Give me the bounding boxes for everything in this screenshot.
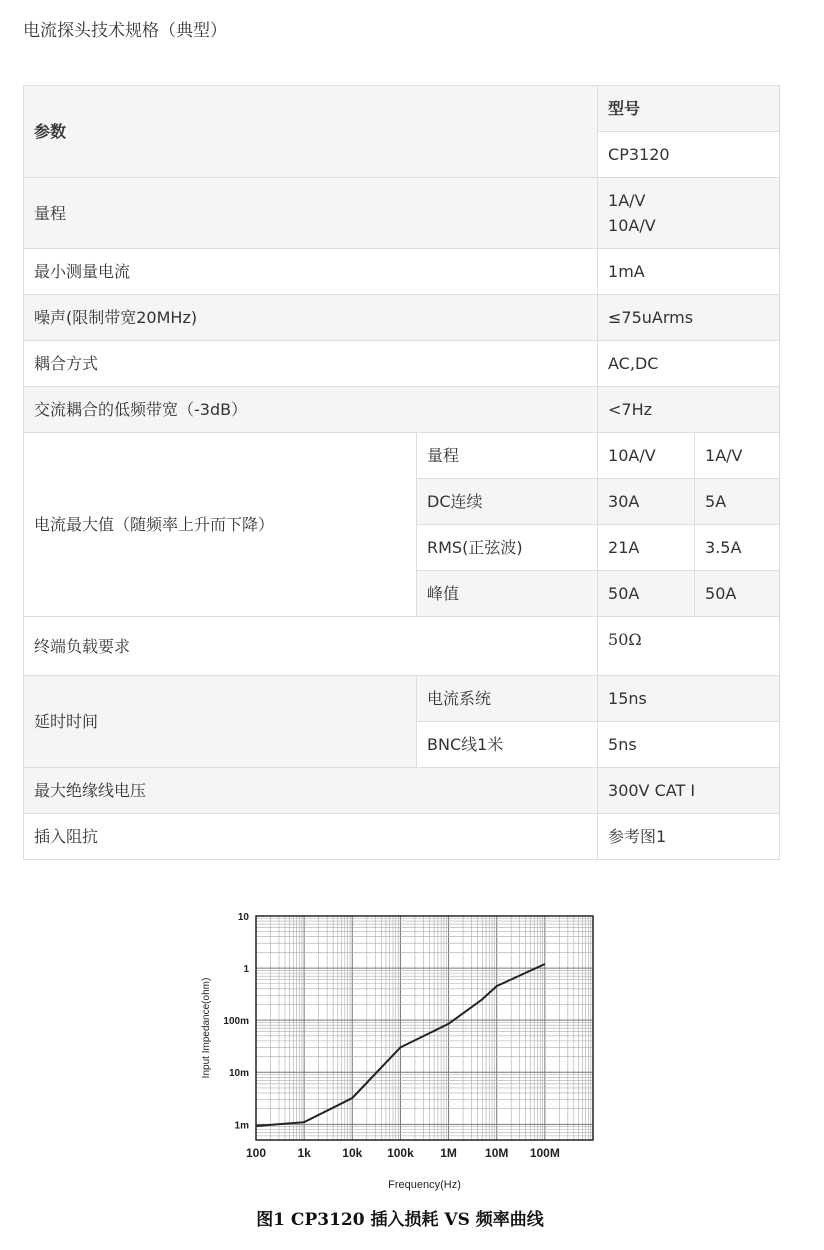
min-current-label: 最小测量电流 bbox=[24, 249, 598, 295]
delay-sub-label: BNC线1米 bbox=[417, 722, 598, 768]
y-tick-label: 100m bbox=[223, 1016, 249, 1028]
table-row bbox=[24, 768, 780, 814]
delay-value: 5ns bbox=[598, 722, 780, 768]
max-current-sub-label: 峰值 bbox=[417, 571, 598, 617]
max-current-value: 30A bbox=[598, 479, 695, 525]
y-axis-label: Input Impedance(ohm) bbox=[201, 977, 212, 1079]
page-heading: 电流探头技术规格（典型） bbox=[23, 21, 227, 41]
max-current-value: 10A/V bbox=[598, 433, 695, 479]
table-row bbox=[24, 387, 780, 433]
y-tick-label: 10m bbox=[228, 1068, 249, 1080]
delay-value: 15ns bbox=[598, 676, 780, 722]
table-row bbox=[24, 295, 780, 341]
ac-bandwidth-label: 交流耦合的低频带宽（-3dB） bbox=[24, 387, 598, 433]
range-label: 量程 bbox=[24, 178, 598, 249]
range-value: 10A/V bbox=[608, 216, 656, 235]
max-current-label: 电流最大值（随频率上升而下降） bbox=[24, 433, 417, 617]
max-current-value: 21A bbox=[598, 525, 695, 571]
table-row bbox=[24, 249, 780, 295]
impedance-chart-svg bbox=[190, 900, 610, 1200]
range-value: 1A/V bbox=[608, 191, 646, 210]
delay-sub-label: 电流系统 bbox=[417, 676, 598, 722]
x-tick-label: 100M bbox=[529, 1146, 560, 1160]
ac-bandwidth-value: <7Hz bbox=[598, 387, 780, 433]
table-row bbox=[24, 814, 780, 860]
x-tick-label: 100k bbox=[387, 1146, 414, 1160]
x-tick-label: 1k bbox=[297, 1146, 311, 1160]
figure-caption: 图1 CP3120 插入损耗 VS 频率曲线 bbox=[256, 1210, 544, 1230]
max-voltage-value: 300V CAT I bbox=[598, 768, 780, 814]
termination-value: 50Ω bbox=[598, 617, 780, 676]
insertion-value: 参考图1 bbox=[598, 814, 780, 860]
table-row bbox=[24, 86, 780, 132]
coupling-label: 耦合方式 bbox=[24, 341, 598, 387]
y-tick-label: 1m bbox=[234, 1120, 249, 1132]
table-row bbox=[24, 617, 780, 676]
delay-label: 延时时间 bbox=[24, 676, 417, 768]
coupling-value: AC,DC bbox=[598, 341, 780, 387]
max-current-value: 3.5A bbox=[695, 525, 780, 571]
table-row bbox=[24, 341, 780, 387]
max-current-value: 5A bbox=[695, 479, 780, 525]
y-tick-label: 10 bbox=[237, 912, 249, 923]
table-row bbox=[24, 676, 780, 722]
x-tick-label: 10M bbox=[485, 1146, 509, 1160]
range-values bbox=[598, 178, 780, 249]
insertion-label: 插入阻抗 bbox=[24, 814, 598, 860]
max-current-sub-label: 量程 bbox=[417, 433, 598, 479]
max-voltage-label: 最大绝缘线电压 bbox=[24, 768, 598, 814]
x-tick-label: 10k bbox=[342, 1146, 363, 1160]
spec-table bbox=[23, 85, 780, 860]
max-current-value: 50A bbox=[598, 571, 695, 617]
max-current-value: 1A/V bbox=[695, 433, 780, 479]
param-header: 参数 bbox=[24, 86, 598, 178]
table-row bbox=[24, 433, 780, 479]
min-current-value: 1mA bbox=[598, 249, 780, 295]
impedance-chart bbox=[190, 900, 610, 1240]
model-header: 型号 bbox=[598, 86, 780, 132]
max-current-value: 50A bbox=[695, 571, 780, 617]
x-tick-label: 100 bbox=[245, 1146, 267, 1160]
noise-value: ≤75uArms bbox=[598, 295, 780, 341]
noise-label: 噪声(限制带宽20MHz) bbox=[24, 295, 598, 341]
x-axis-label: Frequency(Hz) bbox=[388, 1179, 461, 1191]
termination-label: 终端负载要求 bbox=[24, 617, 598, 676]
x-tick-label: 1M bbox=[440, 1146, 457, 1160]
max-current-sub-label: RMS(正弦波) bbox=[417, 525, 598, 571]
model-value: CP3120 bbox=[598, 132, 780, 178]
y-tick-label: 1 bbox=[243, 964, 249, 976]
max-current-sub-label: DC连续 bbox=[417, 479, 598, 525]
table-row bbox=[24, 178, 780, 249]
